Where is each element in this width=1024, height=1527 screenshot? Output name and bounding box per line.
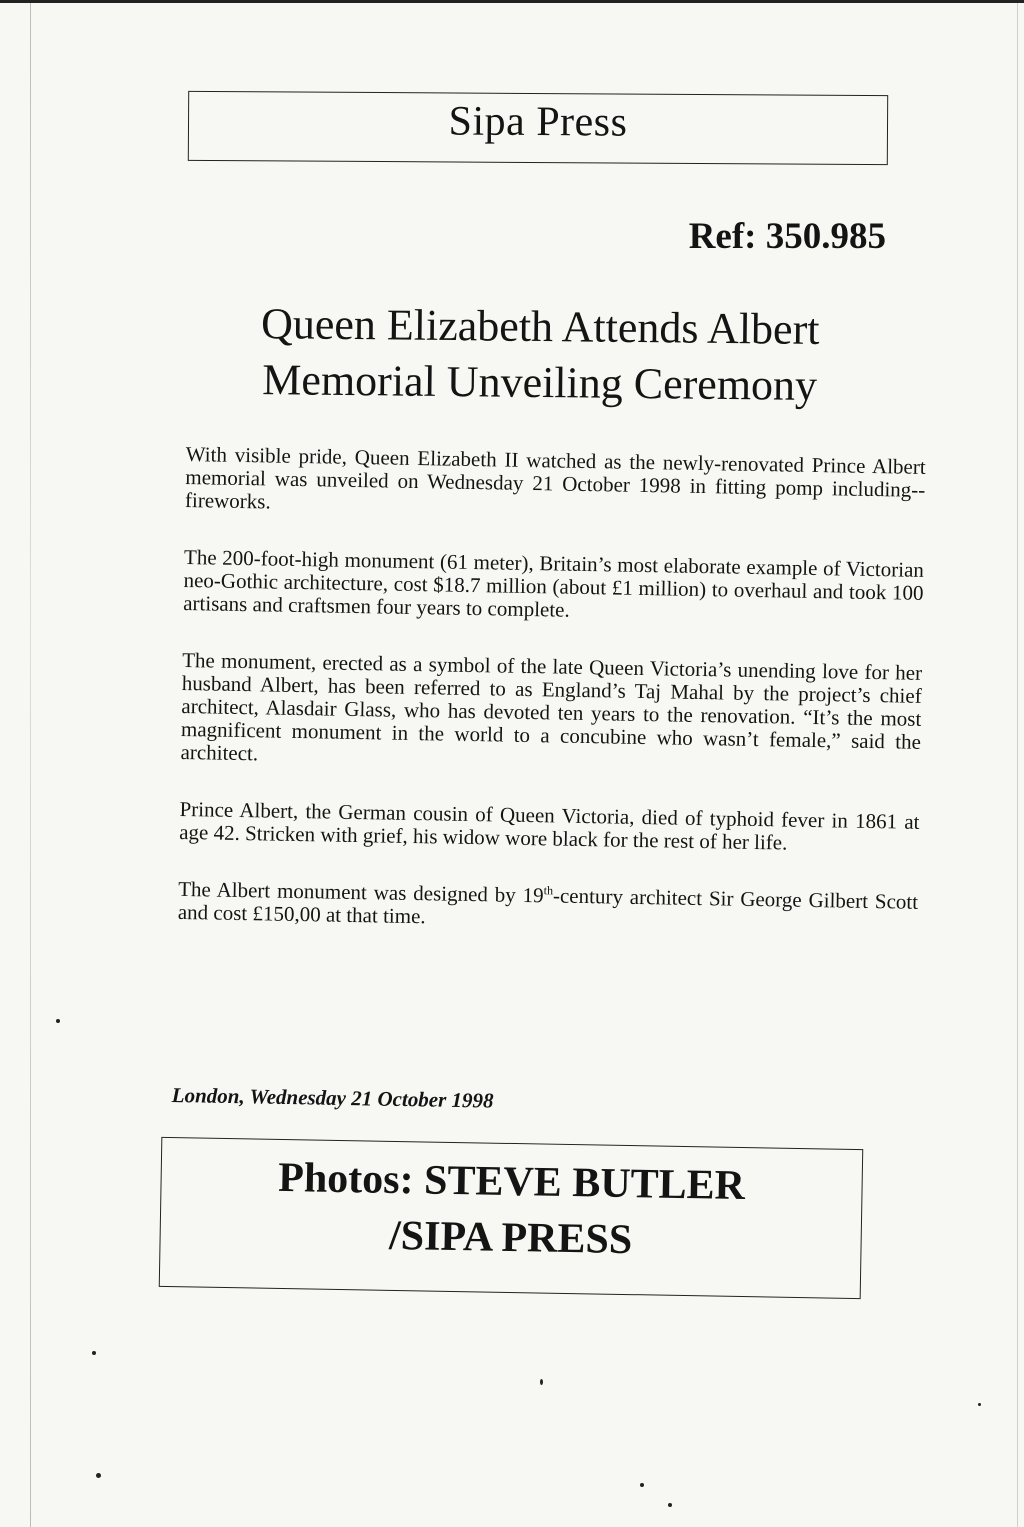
photo-credit bbox=[160, 1148, 862, 1272]
masthead: Sipa Press bbox=[448, 98, 628, 146]
dateline: London, Wednesday 21 October 1998 bbox=[171, 1083, 494, 1113]
scan-edge-left bbox=[30, 3, 31, 1527]
scan-edge-right bbox=[1017, 3, 1018, 1527]
reference-number: Ref: 350.985 bbox=[688, 216, 886, 257]
paragraph-5-start: The Albert monument was designed by 19 bbox=[178, 876, 544, 908]
headline-line-1: Queen Elizabeth Attends Albert bbox=[260, 299, 820, 354]
photo-credit-box bbox=[159, 1137, 864, 1299]
scan-speck bbox=[978, 1403, 981, 1406]
scan-speck bbox=[640, 1483, 644, 1487]
paragraph-5-end: -century architect Sir George Gilbert Scott and cost £150,00 at that time. bbox=[177, 883, 919, 929]
scan-speck bbox=[56, 1019, 60, 1023]
paragraph-2: The 200-foot-high monument (61 meter), Britain’s most elaborate example of Victorian neo-Gothic architecture, cost $18.7 million (about £1 million) to overhaul and took 100 artisans and craftsmen four years to complete. bbox=[182, 544, 925, 622]
ordinal-suffix: th bbox=[543, 883, 554, 898]
paragraph-4: Prince Albert, the German cousin of Queen Victoria, died of typhoid fever in 1861 at age 42. Stricken with grief, his widow wore black for the rest of her life. bbox=[179, 796, 920, 855]
headline bbox=[199, 295, 880, 414]
scan-speck bbox=[92, 1351, 96, 1355]
photo-credit-line-2: /SIPA PRESS bbox=[388, 1212, 633, 1264]
paragraph-3: The monument, erected as a symbol of the late Queen Victoria’s unending love for her husband Albert, has been referred to as England’s Taj Mahal by the project’s chief architect, Alasdair Glass, who has devoted ten years to the renovation. “It’s the most magnificent monument in the world to a concubine who wasn’t female,” said the architect. bbox=[180, 647, 923, 766]
masthead-box bbox=[188, 91, 888, 165]
paragraph-1: With visible pride, Queen Elizabeth II watched as the newly-renovated Prince Albert memorial was unveiled on Wednesday 21 October 1998 in fitting pomp including-- fireworks. bbox=[184, 442, 926, 514]
headline-line-2: Memorial Unveiling Ceremony bbox=[262, 355, 818, 410]
scan-speck bbox=[540, 1379, 543, 1385]
paragraph-5 bbox=[178, 878, 919, 937]
photo-credit-line-1: Photos: STEVE BUTLER bbox=[277, 1154, 746, 1210]
scan-speck bbox=[96, 1473, 101, 1478]
scan-speck bbox=[668, 1503, 672, 1507]
article-body bbox=[177, 443, 926, 971]
